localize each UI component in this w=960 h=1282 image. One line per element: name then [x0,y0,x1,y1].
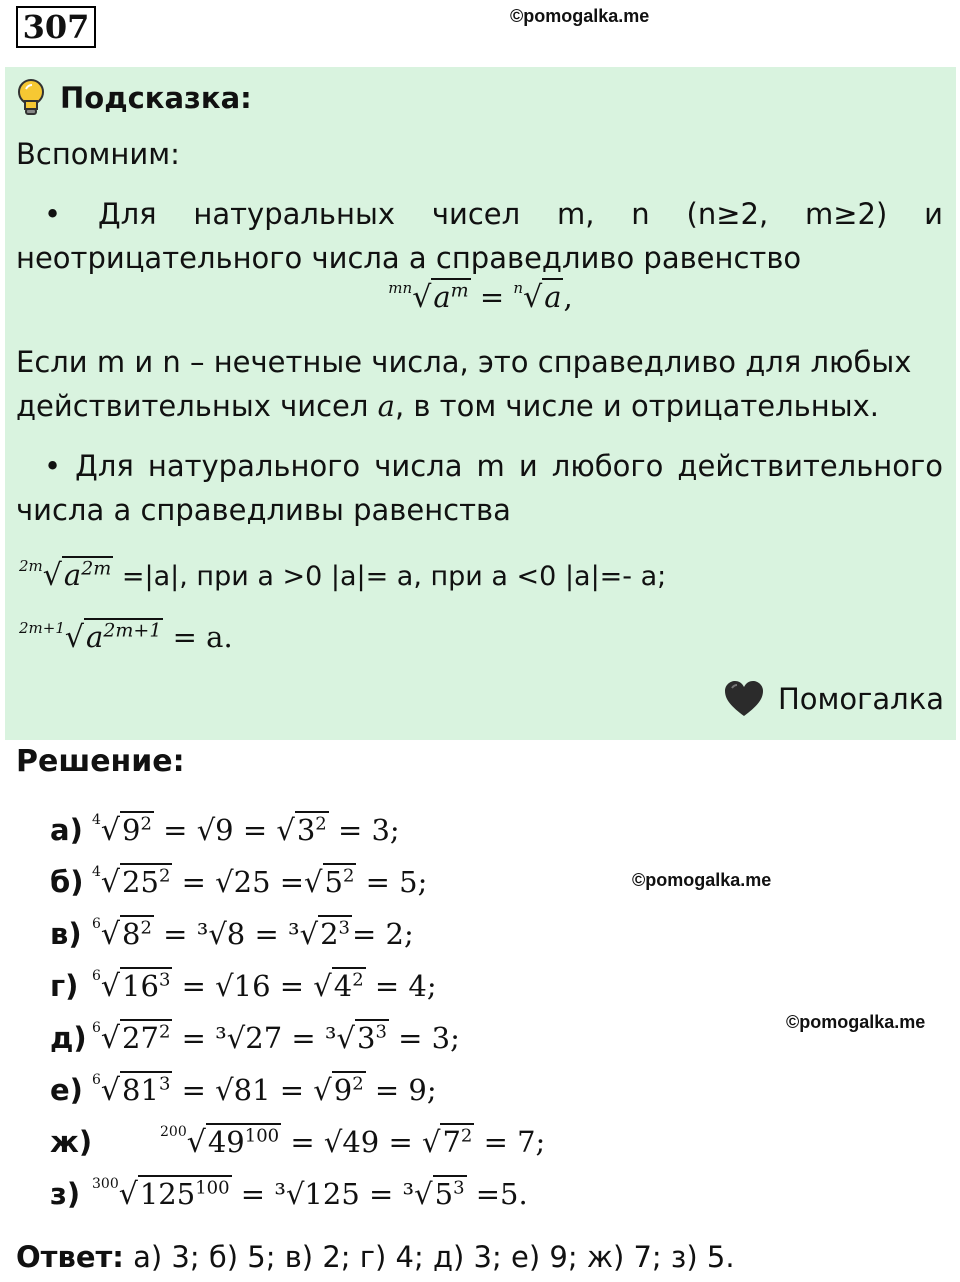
solution-row [50,916,414,952]
bullet2-line2: числа a справедливы равенства [16,493,511,527]
hint-title-text: Подсказка: [60,81,252,115]
solution-row [50,1176,528,1212]
row-expression: $^6√16^3 = √16 = √4^2 = 4$; [92,968,437,1004]
row-label: д) [50,1021,87,1055]
formula-odd-root: $^{2m+1}√a^{2m+1} = a$. [19,619,233,655]
row-label: ж) [50,1125,93,1159]
problem-number: 307 [16,6,96,48]
row-label: з) [50,1177,81,1211]
brand-signature: Помогалка [722,679,944,719]
bullet1-line2: неотрицательного числа a справедливо равенство [16,241,802,275]
hint-title [16,79,252,117]
solution-row [50,812,400,848]
row-expression: $^{300}√125^{100} = ^3√125 = ^3√5^3 =5$. [92,1176,528,1212]
formula-root-identity: $^{mn}√a^m = ^n√a$, [388,279,573,315]
lightbulb-icon [16,79,46,117]
odd-line2: действительных чисел a, в том числе и отрицательных. [16,389,880,423]
watermark-top: ©pomogalka.me [510,6,650,26]
row-label: г) [50,969,79,1003]
solution-row [50,968,437,1004]
solution-row [50,864,427,900]
solution-row [50,1020,460,1056]
hint-box [5,67,956,740]
row-expression: $^4√25^2 = √25 =√5^2 = 5$; [92,864,428,900]
row-label: б) [50,865,84,899]
row-expression: $^6√8^2 = ^3√8 = ^3√2^3= 2$; [92,916,414,952]
row-label: а) [50,813,83,847]
bullet2-line1: • Для натурального числа m и любого действительного [44,449,943,483]
row-label: в) [50,917,82,951]
row-label: е) [50,1073,83,1107]
heart-icon [722,679,766,719]
row-expression: $^6√27^2 = ^3√27 = ^3√3^3 = 3$; [92,1020,460,1056]
watermark-middle: ©pomogalka.me [632,870,772,890]
formula-even-root: $^{2m}√a^{2m} =|a|$, при a >0 |a|= a, при a <0 |a|=- a; [19,557,667,593]
bullet1-line1: • Для натуральных чисел m, n (n≥2, m≥2) и [44,197,943,231]
row-expression: $^{200}√49^{100} = √49 = √7^2 = 7$; [160,1124,546,1160]
watermark-right: ©pomogalka.me [786,1012,926,1032]
row-expression: $^6√81^3 = √81 = √9^2 = 9$; [92,1072,437,1108]
hint-intro: Вспомним: [16,137,180,171]
answer-line: Ответ: а) 3; б) 5; в) 2; г) 4; д) 3; е) 9; ж) 7; з) 5. [16,1240,735,1274]
solution-title: Решение: [16,744,185,779]
row-expression: $^4√9^2 = √9 = √3^2 = 3$; [92,812,400,848]
solution-row [50,1072,437,1108]
solution-row [50,1124,545,1160]
odd-line1: Если m и n – нечетные числа, это справедливо для любых [16,345,912,379]
